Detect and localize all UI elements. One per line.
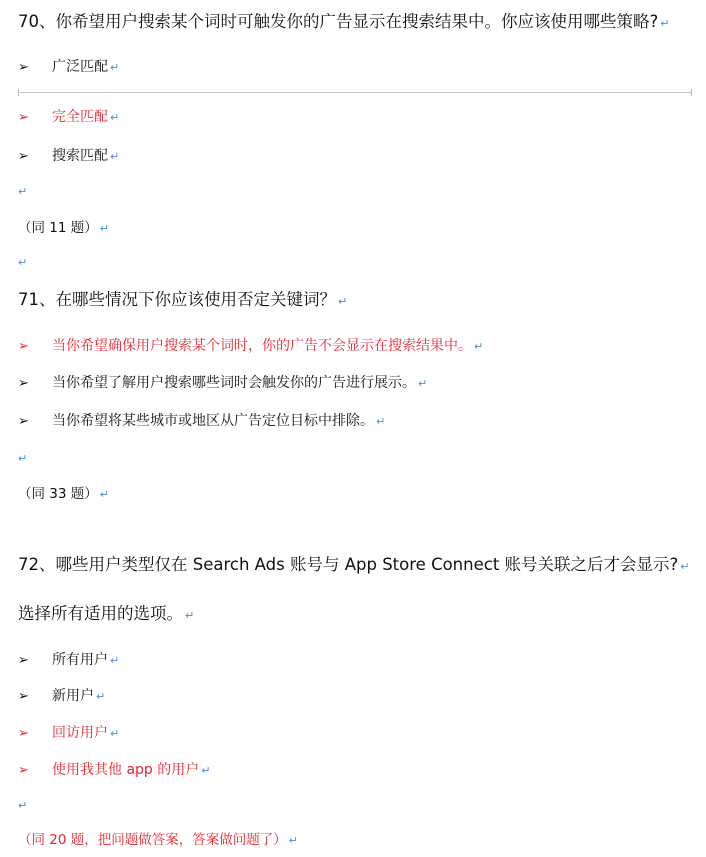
arrow-bullet-icon: ➢ bbox=[18, 726, 29, 741]
paragraph-mark-icon: ↵ bbox=[418, 377, 428, 390]
paragraph-mark-icon: ↵ bbox=[660, 17, 670, 30]
paragraph-mark-icon: ↵ bbox=[338, 295, 348, 308]
paragraph-mark-icon: ↵ bbox=[99, 488, 109, 501]
paragraph-mark-icon: ↵ bbox=[185, 609, 195, 622]
arrow-bullet-icon: ➢ bbox=[18, 60, 29, 75]
option-item: ➢ 搜索匹配 ↵ bbox=[18, 148, 120, 164]
reference-note: （同 20 题，把问题做答案，答案做问题了） ↵ bbox=[18, 832, 298, 848]
question-72-title: 72、哪些用户类型仅在 Search Ads 账号与 App Store Connect 账号关联之后才会显示? ↵ bbox=[18, 555, 690, 574]
option-item-correct: ➢ 使用我其他 app 的用户 ↵ bbox=[18, 762, 211, 778]
question-72-instruction: 选择所有适用的选项。 ↵ bbox=[18, 604, 195, 623]
paragraph-mark-icon: ↵ bbox=[201, 764, 211, 777]
arrow-bullet-icon: ➢ bbox=[18, 653, 29, 668]
question-71-title: 71、在哪些情况下你应该使用否定关键词？ ↵ bbox=[18, 290, 348, 309]
paragraph-mark-icon: ↵ bbox=[110, 150, 120, 163]
option-item: ➢ 当你希望了解用户搜索哪些词时会触发你的广告进行展示。 ↵ bbox=[18, 375, 428, 391]
option-item-correct: ➢ 回访用户 ↵ bbox=[18, 725, 120, 741]
paragraph-mark-icon: ↵ bbox=[376, 415, 386, 428]
option-item: ➢ 当你希望将某些城市或地区从广告定位目标中排除。 ↵ bbox=[18, 413, 386, 429]
paragraph-mark-icon: ↵ bbox=[18, 256, 28, 269]
paragraph-mark-icon: ↵ bbox=[110, 727, 120, 740]
option-item: ➢ 所有用户 ↵ bbox=[18, 652, 120, 668]
arrow-bullet-icon: ➢ bbox=[18, 689, 29, 704]
option-item: ➢ 广泛匹配 ↵ bbox=[18, 59, 120, 75]
paragraph-mark-icon: ↵ bbox=[96, 690, 106, 703]
option-item: ➢ 新用户 ↵ bbox=[18, 688, 106, 704]
arrow-bullet-icon: ➢ bbox=[18, 339, 29, 354]
option-item-correct: ➢ 完全匹配 ↵ bbox=[18, 109, 120, 125]
arrow-bullet-icon: ➢ bbox=[18, 110, 29, 125]
paragraph-mark-icon: ↵ bbox=[99, 222, 109, 235]
arrow-bullet-icon: ➢ bbox=[18, 376, 29, 391]
question-70-title: 70、你希望用户搜索某个词时可触发你的广告显示在搜索结果中。你应该使用哪些策略? ↵ bbox=[18, 12, 670, 31]
paragraph-mark-icon: ↵ bbox=[110, 654, 120, 667]
horizontal-rule bbox=[18, 92, 692, 93]
arrow-bullet-icon: ➢ bbox=[18, 149, 29, 164]
reference-note: （同 11 题） ↵ bbox=[18, 220, 109, 236]
arrow-bullet-icon: ➢ bbox=[18, 763, 29, 778]
paragraph-mark-icon: ↵ bbox=[18, 452, 28, 465]
paragraph-mark-icon: ↵ bbox=[680, 560, 690, 573]
option-item-correct: ➢ 当你希望确保用户搜索某个词时，你的广告不会显示在搜索结果中。 ↵ bbox=[18, 338, 484, 354]
paragraph-mark-icon: ↵ bbox=[110, 111, 120, 124]
arrow-bullet-icon: ➢ bbox=[18, 414, 29, 429]
paragraph-mark-icon: ↵ bbox=[18, 799, 28, 812]
paragraph-mark-icon: ↵ bbox=[110, 61, 120, 74]
paragraph-mark-icon: ↵ bbox=[288, 834, 298, 847]
paragraph-mark-icon: ↵ bbox=[18, 185, 28, 198]
reference-note: （同 33 题） ↵ bbox=[18, 486, 109, 502]
paragraph-mark-icon: ↵ bbox=[474, 340, 484, 353]
